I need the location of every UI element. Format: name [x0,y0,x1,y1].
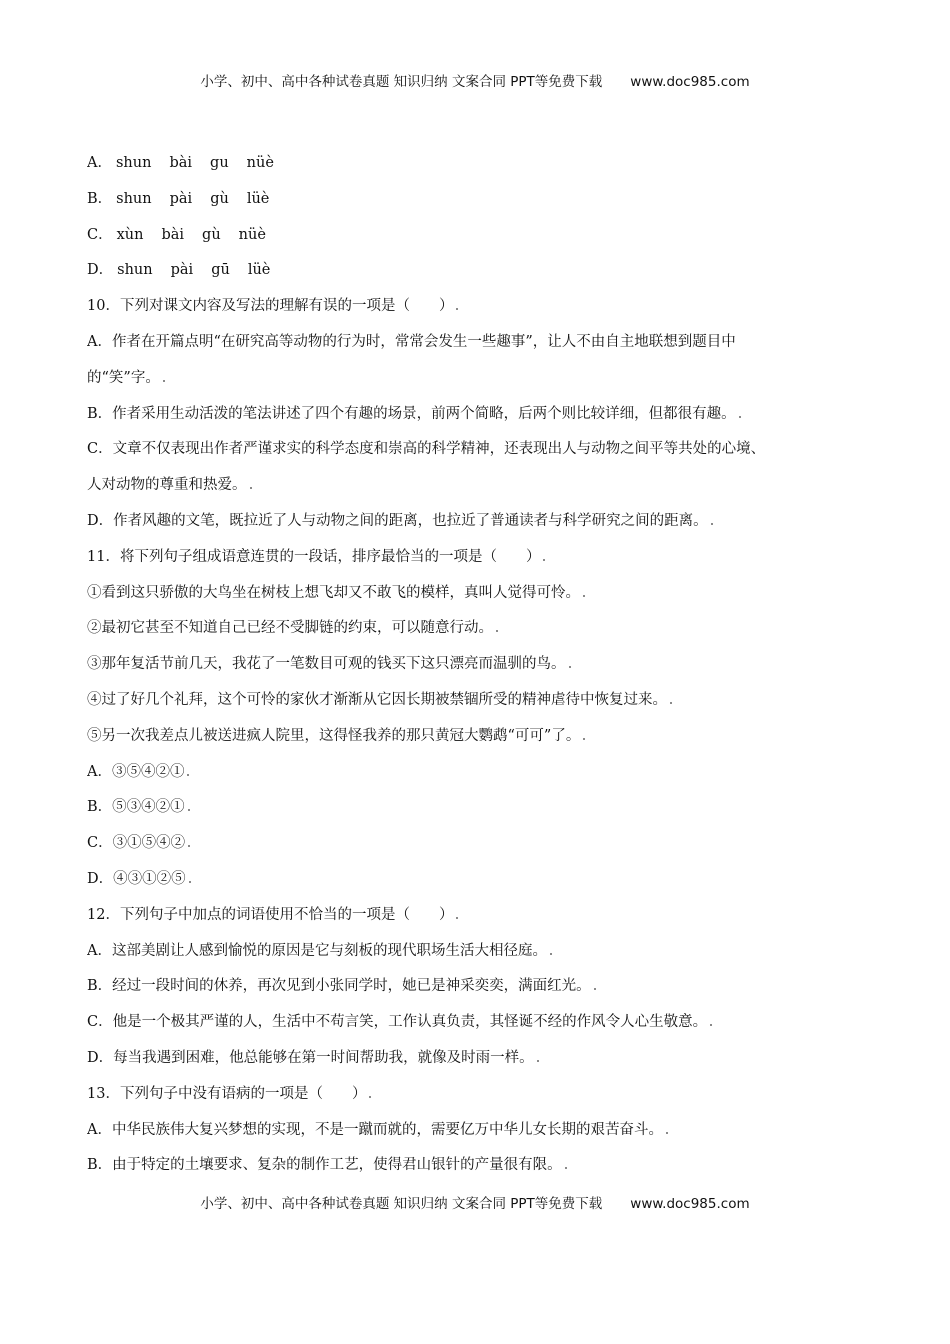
q11-sentence-5: ⑤另一次我差点儿被送进疯人院里，这得怪我养的那只黄冠大鹦鹉“可可”了。 [87,719,877,755]
q9-option-b: B． shun pài gù lüè [87,190,270,207]
q11-option-c: C．③①⑤④② [87,826,877,862]
q10-option-a-line2: 的“笑”字。 [87,361,877,397]
q10-option-d: D．作者风趣的文笔，既拉近了人与动物之间的距离，也拉近了普通读者与科学研究之间的距离。 [87,504,877,540]
q9-option-a: A． shun bài gu nüè [87,155,274,171]
dotted-word: 怪诞不经 [504,1005,562,1041]
q11-stem: 11．将下列句子组成语意连贯的一段话，排序最恰当的一项是（ ） [87,540,877,576]
page-header [0,70,950,90]
q11-sentence-3: ③那年复活节前几天，我花了一笔数目可观的钱买下这只漂亮而温驯的鸟。 [87,647,877,683]
q12-option-b: B．经过一段时间的休养，再次见到小张同学时，她已是神采奕奕，满面红光。 [87,969,877,1005]
header-site-link[interactable]: www.doc985.com [630,74,750,90]
q9-option-d: D． shun pài gū lüè [87,262,271,279]
q10-option-c-line1: C．文章不仅表现出作者严谨求实的科学态度和崇高的科学精神，还表现出人与动物之间平等共处的心境、 [87,441,766,458]
footer-text: 小学、初中、高中各种试卷真题 知识归纳 文案合同 PPT等免费下载 [200,1196,603,1212]
q9-option-c: C． xùn bài gù nüè [87,226,266,243]
q12-option-c: C．他是一个极其严谨的人，生活中不苟言笑，工作认真负责，其怪诞不经的作风令人心生敬意。 [87,1005,877,1041]
q10-option-c-line2: 人对动物的尊重和热爱。 [87,468,877,504]
q10-stem: 10．下列对课文内容及写法的理解有误的一项是（ ） [87,289,877,325]
q11-sentence-2: ②最初它甚至不知道自己已经不受脚链的约束，可以随意行动。 [87,611,877,647]
footer-site-link[interactable]: www.doc985.com [630,1196,750,1212]
header-text: 小学、初中、高中各种试卷真题 知识归纳 文案合同 PPT等免费下载 [200,74,603,90]
question-content [87,146,877,1184]
q12-stem: 12．下列句子中加点的词语使用不恰当的一项是（ ） [87,898,877,934]
q11-option-b: B．⑤③④②① [87,790,877,826]
dotted-word: 神采奕奕 [446,969,504,1005]
q10-option-b: B．作者采用生动活泼的笔法讲述了四个有趣的场景，前两个简略，后两个则比较详细，但都很有趣。 [87,397,877,433]
q13-stem: 13．下列句子中没有语病的一项是（ ） [87,1077,877,1113]
q10-option-a-line1: A．作者在开篇点明“在研究高等动物的行为时，常常会发生一些趣事”，让人不由自主地联想到题目中 [87,333,736,350]
dotted-word: 大相径庭 [474,934,532,970]
q13-option-a: A．中华民族伟大复兴梦想的实现，不是一蹴而就的，需要亿万中华儿女长期的艰苦奋斗。 [87,1113,877,1149]
q11-sentence-1: ①看到这只骄傲的大鸟坐在树枝上想飞却又不敢飞的模样，真叫人觉得可怜。 [87,576,877,612]
q13-option-b: B．由于特定的土壤要求、复杂的制作工艺，使得君山银针的产量很有限。 [87,1148,877,1184]
q12-option-a: A．这部美剧让人感到愉悦的原因是它与刻板的现代职场生活大相径庭。 [87,934,877,970]
q11-option-a: A．③⑤④②① [87,755,877,791]
q11-sentence-4: ④过了好几个礼拜，这个可怜的家伙才渐渐从它因长期被禁锢所受的精神虐待中恢复过来。 [87,683,877,719]
q12-option-d: D．每当我遇到困难，他总能够在第一时间帮助我，就像及时雨一样。 [87,1041,877,1077]
q11-option-d: D．④③①②⑤ [87,862,877,898]
page-footer [0,1192,950,1212]
dotted-word: 及时雨 [447,1041,491,1077]
